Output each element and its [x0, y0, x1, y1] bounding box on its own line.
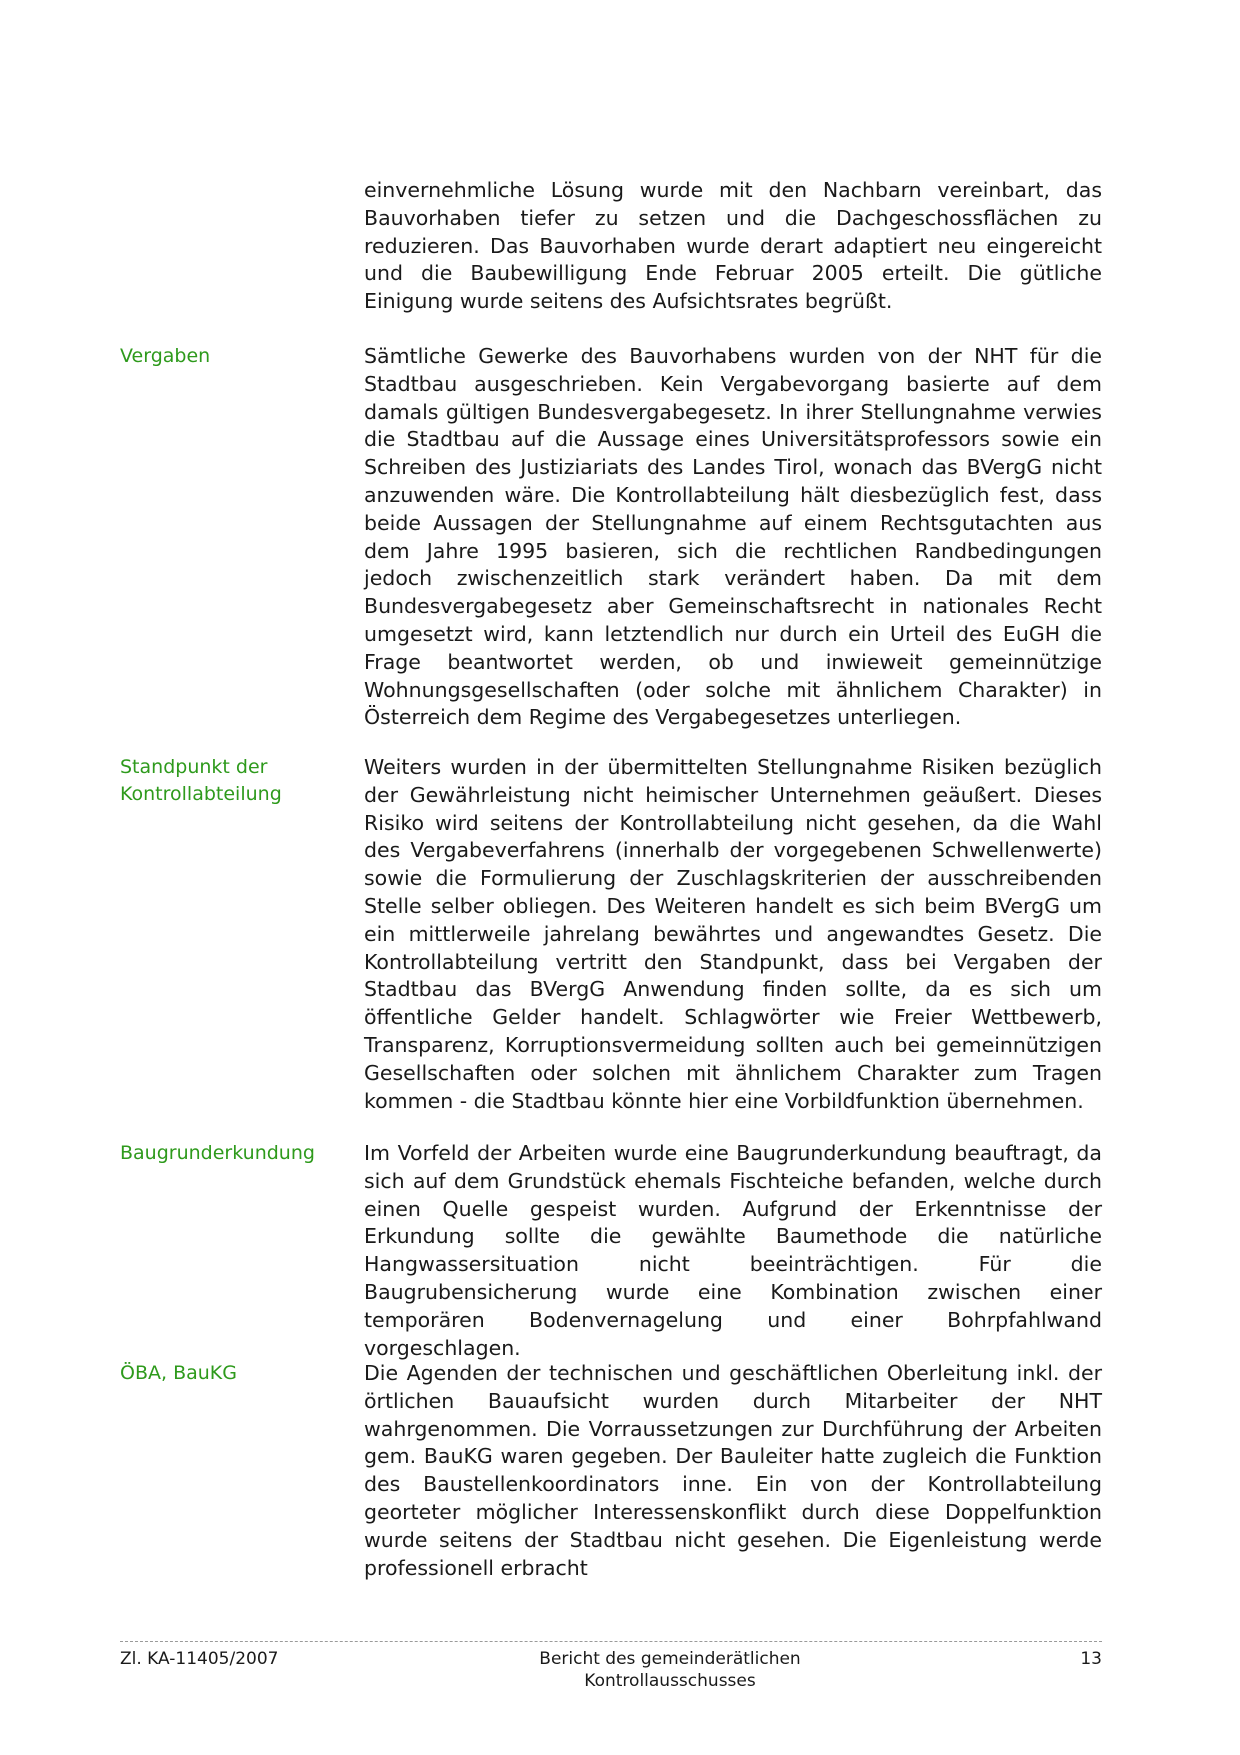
margin-label-oeba-baukg: ÖBA, BauKG — [120, 1362, 237, 1384]
margin-label-standpunkt: Standpunkt der Kontrollabteilung — [120, 756, 282, 805]
paragraph: einvernehmliche Lösung wurde mit den Nachbarn vereinbart, das Bauvorhaben tiefer zu setzen und die Dachgeschossflächen zu reduzieren. Das Bauvorhaben wurde derart adaptiert neu eingereicht und die Baubewilligung Ende Februar 2005 erteilt. Die gütliche Einigung wurde seitens des Aufsichtsrates begrüßt. — [364, 178, 1102, 314]
margin-label-vergaben: Vergaben — [120, 345, 211, 367]
footer-reference: Zl. KA-11405/2007 — [120, 1649, 279, 1669]
footer-title: Bericht des gemeinderätlichen Kontrollausschusses — [539, 1649, 801, 1691]
paragraph-standpunkt: Weiters wurden in der übermittelten Stellungnahme Risiken bezüglich der Gewährleistung nicht heimischer Unternehmen geäußert. Dieses Risiko wird seitens der Kontrollabteilung nicht gesehen, da die Wahl des Vergabeverfahrens (innerhalb der vorgegebenen Schwellenwerte) sowie die Formulierung der Zuschlagskriterien der ausschreibenden Stelle selber obliegen. Des Weiteren handelt es sich beim BVergG um ein mittlerweile jahrelang bewährtes und angewandtes Gesetz. Die Kontrollabteilung vertritt den Standpunkt, dass bei Vergaben der Stadtbau das BVergG Anwendung finden sollte, da es sich um öffentliche Gelder handelt. Schlagwörter wie Freier Wettbewerb, Transparenz, Korruptionsvermeidung sollten auch bei gemeinnützigen Gesellschaften oder solchen mit ähnlichem Charakter zum Tragen kommen - die Stadtbau könnte hier eine Vorbildfunktion übernehmen. — [364, 755, 1102, 1113]
paragraph-vergaben: Sämtliche Gewerke des Bauvorhabens wurden von der NHT für die Stadtbau ausgeschrieben. Kein Vergabevorgang basierte auf dem damals gültigen Bundesvergabegesetz. In ihrer Stellungnahme verwies die Stadtbau auf die Aussage eines Universitätsprofessors sowie ein Schreiben des Justiziariats des Landes Tirol, wonach das BVergG nicht anzuwenden wäre. Die Kontrollabteilung hält diesbezüglich fest, dass beide Aussagen der Stellungnahme auf einem Rechtsgutachten aus dem Jahre 1995 basieren, sich die rechtlichen Randbedingungen jedoch zwischenzeitlich stark verändert haben. Da mit dem Bundesvergabegesetz aber Gemeinschaftsrecht in nationales Recht umgesetzt wird, kann letztendlich nur durch ein Urteil des EuGH die Frage beantwortet werden, ob und inwieweit gemeinnützige Wohnungsgesellschaften (oder solche mit ähnlichem Charakter) in Österreich dem Regime des Vergabegesetzes unterliegen. — [364, 344, 1102, 730]
paragraph-oeba-baukg: Die Agenden der technischen und geschäftlichen Oberleitung inkl. der örtlichen Bauaufsicht wurden durch Mitarbeiter der NHT wahrgenommen. Die Vorraussetzungen zur Durchführung der Arbeiten gem. BauKG waren gegeben. Der Bauleiter hatte zugleich die Funktion des Baustellenkoordinators inne. Ein von der Kontrollabteilung georteter möglicher Interessenskonflikt durch diese Doppelfunktion wurde seitens der Stadtbau nicht gesehen. Die Eigenleistung werde professionell erbracht — [364, 1361, 1102, 1580]
margin-label-baugrunderkundung: Baugrunderkundung — [120, 1142, 315, 1164]
page-number: 13 — [1080, 1649, 1102, 1669]
footer-divider — [120, 1641, 1102, 1642]
paragraph-baugrunderkundung: Im Vorfeld der Arbeiten wurde eine Baugrunderkundung beauftragt, da sich auf dem Grundstück ehemals Fischteiche befanden, welche durch einen Quelle gespeist wurden. Aufgrund der Erkenntnisse der Erkundung sollte die gewählte Baumethode die natürliche Hangwassersituation nicht beeinträchtigen. Für die Baugrubensicherung wurde eine Kombination zwischen einer temporären Bodenvernagelung und einer Bohrpfahlwand vorgeschlagen. — [364, 1141, 1102, 1360]
